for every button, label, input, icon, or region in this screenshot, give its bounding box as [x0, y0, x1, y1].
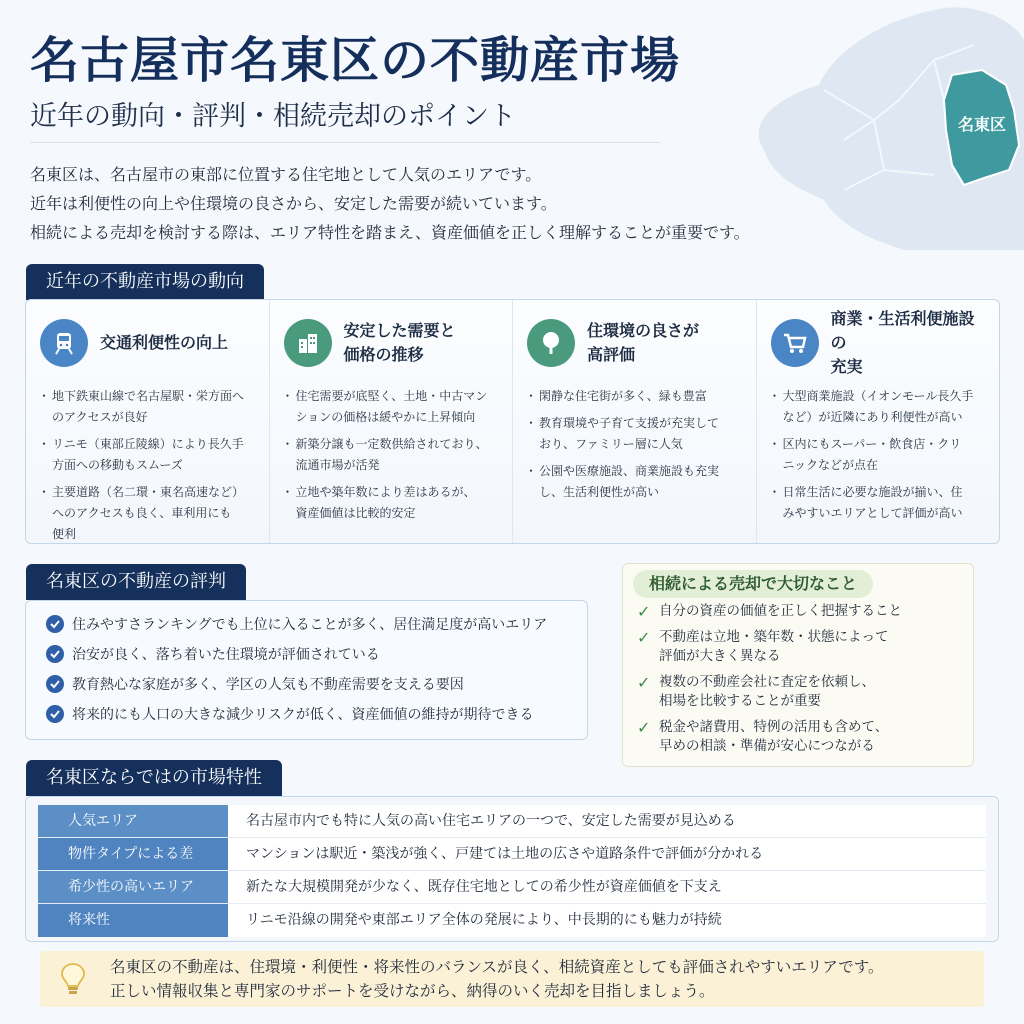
row-value: 新たな大規模開発が少なく、既存住宅地としての希少性が資産価値を下支え [228, 871, 986, 903]
row-value: リニモ沿線の開発や東部エリア全体の発展により、中長期的にも魅力が持続 [228, 904, 986, 937]
reputation-item: 教育熱心な家庭が多く、学区の人気も不動産需要を支える要因 [46, 669, 567, 699]
page-subtitle: 近年の動向・評判・相続売却のポイント [30, 101, 516, 132]
inheritance-box [622, 563, 974, 767]
trend-bullet: ・ 教育環境や子育て支援が充実して おり、ファミリー層に人気 [527, 413, 742, 455]
intro-text [30, 160, 750, 247]
trend-bullet: ・ 区内にもスーパー・飲食店・クリ ニックなどが点在 [771, 434, 986, 476]
inheritance-item: ✓ 複数の不動産会社に査定を依頼し、 相場を比較することが重要 [637, 673, 875, 709]
trend-title: 住環境の良さが 高評価 [587, 321, 700, 364]
footer-line: 名東区の不動産は、住環境・利便性・将来性のバランスが良く、相続資産としても評価されやすいエリアです。 [110, 958, 884, 976]
train-icon [40, 319, 88, 367]
nagoya-map [724, 0, 1024, 250]
checkmark-icon: ✓ [637, 602, 651, 621]
intro-line: 相続による売却を検討する際は、エリア特性を踏まえ、資産価値を正しく理解することが重要です。 [30, 223, 750, 242]
reputation-item: 住みやすさランキングでも上位に入ることが多く、居住満足度が高いエリア [46, 609, 567, 639]
table-row [38, 805, 986, 838]
trend-column-environment [513, 300, 757, 543]
trend-title: 安定した需要と 価格の推移 [343, 321, 456, 364]
trend-column-commerce [757, 300, 1000, 543]
section-title-features: 名東区ならではの市場特性 [26, 760, 282, 796]
row-key: 物件タイプによる差 [38, 838, 228, 870]
trend-bullet: ・ 地下鉄東山線で名古屋駅・栄方面へ のアクセスが良好 [40, 386, 255, 428]
checkmark-icon: ✓ [637, 628, 651, 647]
inheritance-title: 相続による売却で大切なこと [633, 570, 873, 598]
table-row [38, 871, 986, 904]
reputation-item: 治安が良く、落ち着いた住環境が評価されている [46, 639, 567, 669]
row-value: 名古屋市内でも特に人気の高い住宅エリアの一つで、安定した需要が見込める [228, 805, 986, 837]
trend-bullet: ・ 立地や築年数により差はあるが、 資産価値は比較的安定 [284, 482, 499, 524]
intro-line: 近年は利便性の向上や住環境の良さから、安定した需要が続いています。 [30, 194, 557, 213]
trend-column-transport [26, 300, 270, 543]
table-row [38, 904, 986, 937]
check-icon [46, 705, 64, 723]
trend-bullet: ・ 住宅需要が底堅く、土地・中古マン ションの価格は緩やかに上昇傾向 [284, 386, 499, 428]
lightbulb-icon [58, 961, 88, 997]
buildings-icon [284, 319, 332, 367]
map-label-meito: 名東区 [957, 115, 1007, 134]
footer-line: 正しい情報収集と専門家のサポートを受けながら、納得のいく売却を目指しましょう。 [110, 982, 715, 1000]
trend-bullet: ・ リニモ（東部丘陵線）により長久手 方面への移動もスムーズ [40, 434, 255, 476]
table-row [38, 838, 986, 871]
section-title-reputation: 名東区の不動産の評判 [26, 564, 246, 600]
section-title-trends: 近年の不動産市場の動向 [26, 264, 264, 300]
footer-text [110, 955, 883, 1003]
shopping-cart-icon [771, 319, 819, 367]
row-key: 将来性 [38, 904, 228, 937]
row-key: 人気エリア [38, 805, 228, 837]
trend-bullet: ・ 新築分譲も一定数供給されており、 流通市場が活発 [284, 434, 499, 476]
features-table [25, 796, 999, 942]
trend-bullet: ・ 日常生活に必要な施設が揃い、住 みやすいエリアとして評価が高い [771, 482, 986, 524]
divider [30, 142, 660, 143]
row-key: 希少性の高いエリア [38, 871, 228, 903]
trend-column-demand [270, 300, 514, 543]
inheritance-item: ✓ 不動産は立地・築年数・状態によって 評価が大きく異なる [637, 628, 889, 664]
reputation-panel [25, 600, 588, 740]
trend-bullet: ・ 閑静な住宅街が多く、緑も豊富 [527, 386, 742, 407]
trend-bullet: ・ 主要道路（名二環・東名高速など） へのアクセスも良く、車利用にも 便利 [40, 482, 255, 545]
check-icon [46, 675, 64, 693]
intro-line: 名東区は、名古屋市の東部に位置する住宅地として人気のエリアです。 [30, 165, 542, 184]
check-icon [46, 615, 64, 633]
tree-icon [527, 319, 575, 367]
trend-title: 交通利便性の向上 [100, 333, 229, 352]
trend-bullet: ・ 大型商業施設（イオンモール長久手 など）が近隣にあり利便性が高い [771, 386, 986, 428]
page-title: 名古屋市名東区の不動産市場 [30, 31, 681, 89]
inheritance-item: ✓ 税金や諸費用、特例の活用も含めて、 早めの相談・準備が安心につながる [637, 718, 889, 754]
trend-bullet: ・ 公園や医療施設、商業施設も充実 し、生活利便性が高い [527, 461, 742, 503]
checkmark-icon: ✓ [637, 673, 651, 692]
row-value: マンションは駅近・築浅が強く、戸建ては土地の広さや道路条件で評価が分かれる [228, 838, 986, 870]
checkmark-icon: ✓ [637, 718, 651, 737]
check-icon [46, 645, 64, 663]
trend-title: 商業・生活利便施設の 充実 [830, 309, 975, 376]
inheritance-item: ✓ 自分の資産の価値を正しく把握すること [637, 602, 902, 621]
trends-panel [25, 299, 1000, 544]
footer-note [40, 951, 984, 1007]
reputation-item: 将来的にも人口の大きな減少リスクが低く、資産価値の維持が期待できる [46, 699, 567, 729]
